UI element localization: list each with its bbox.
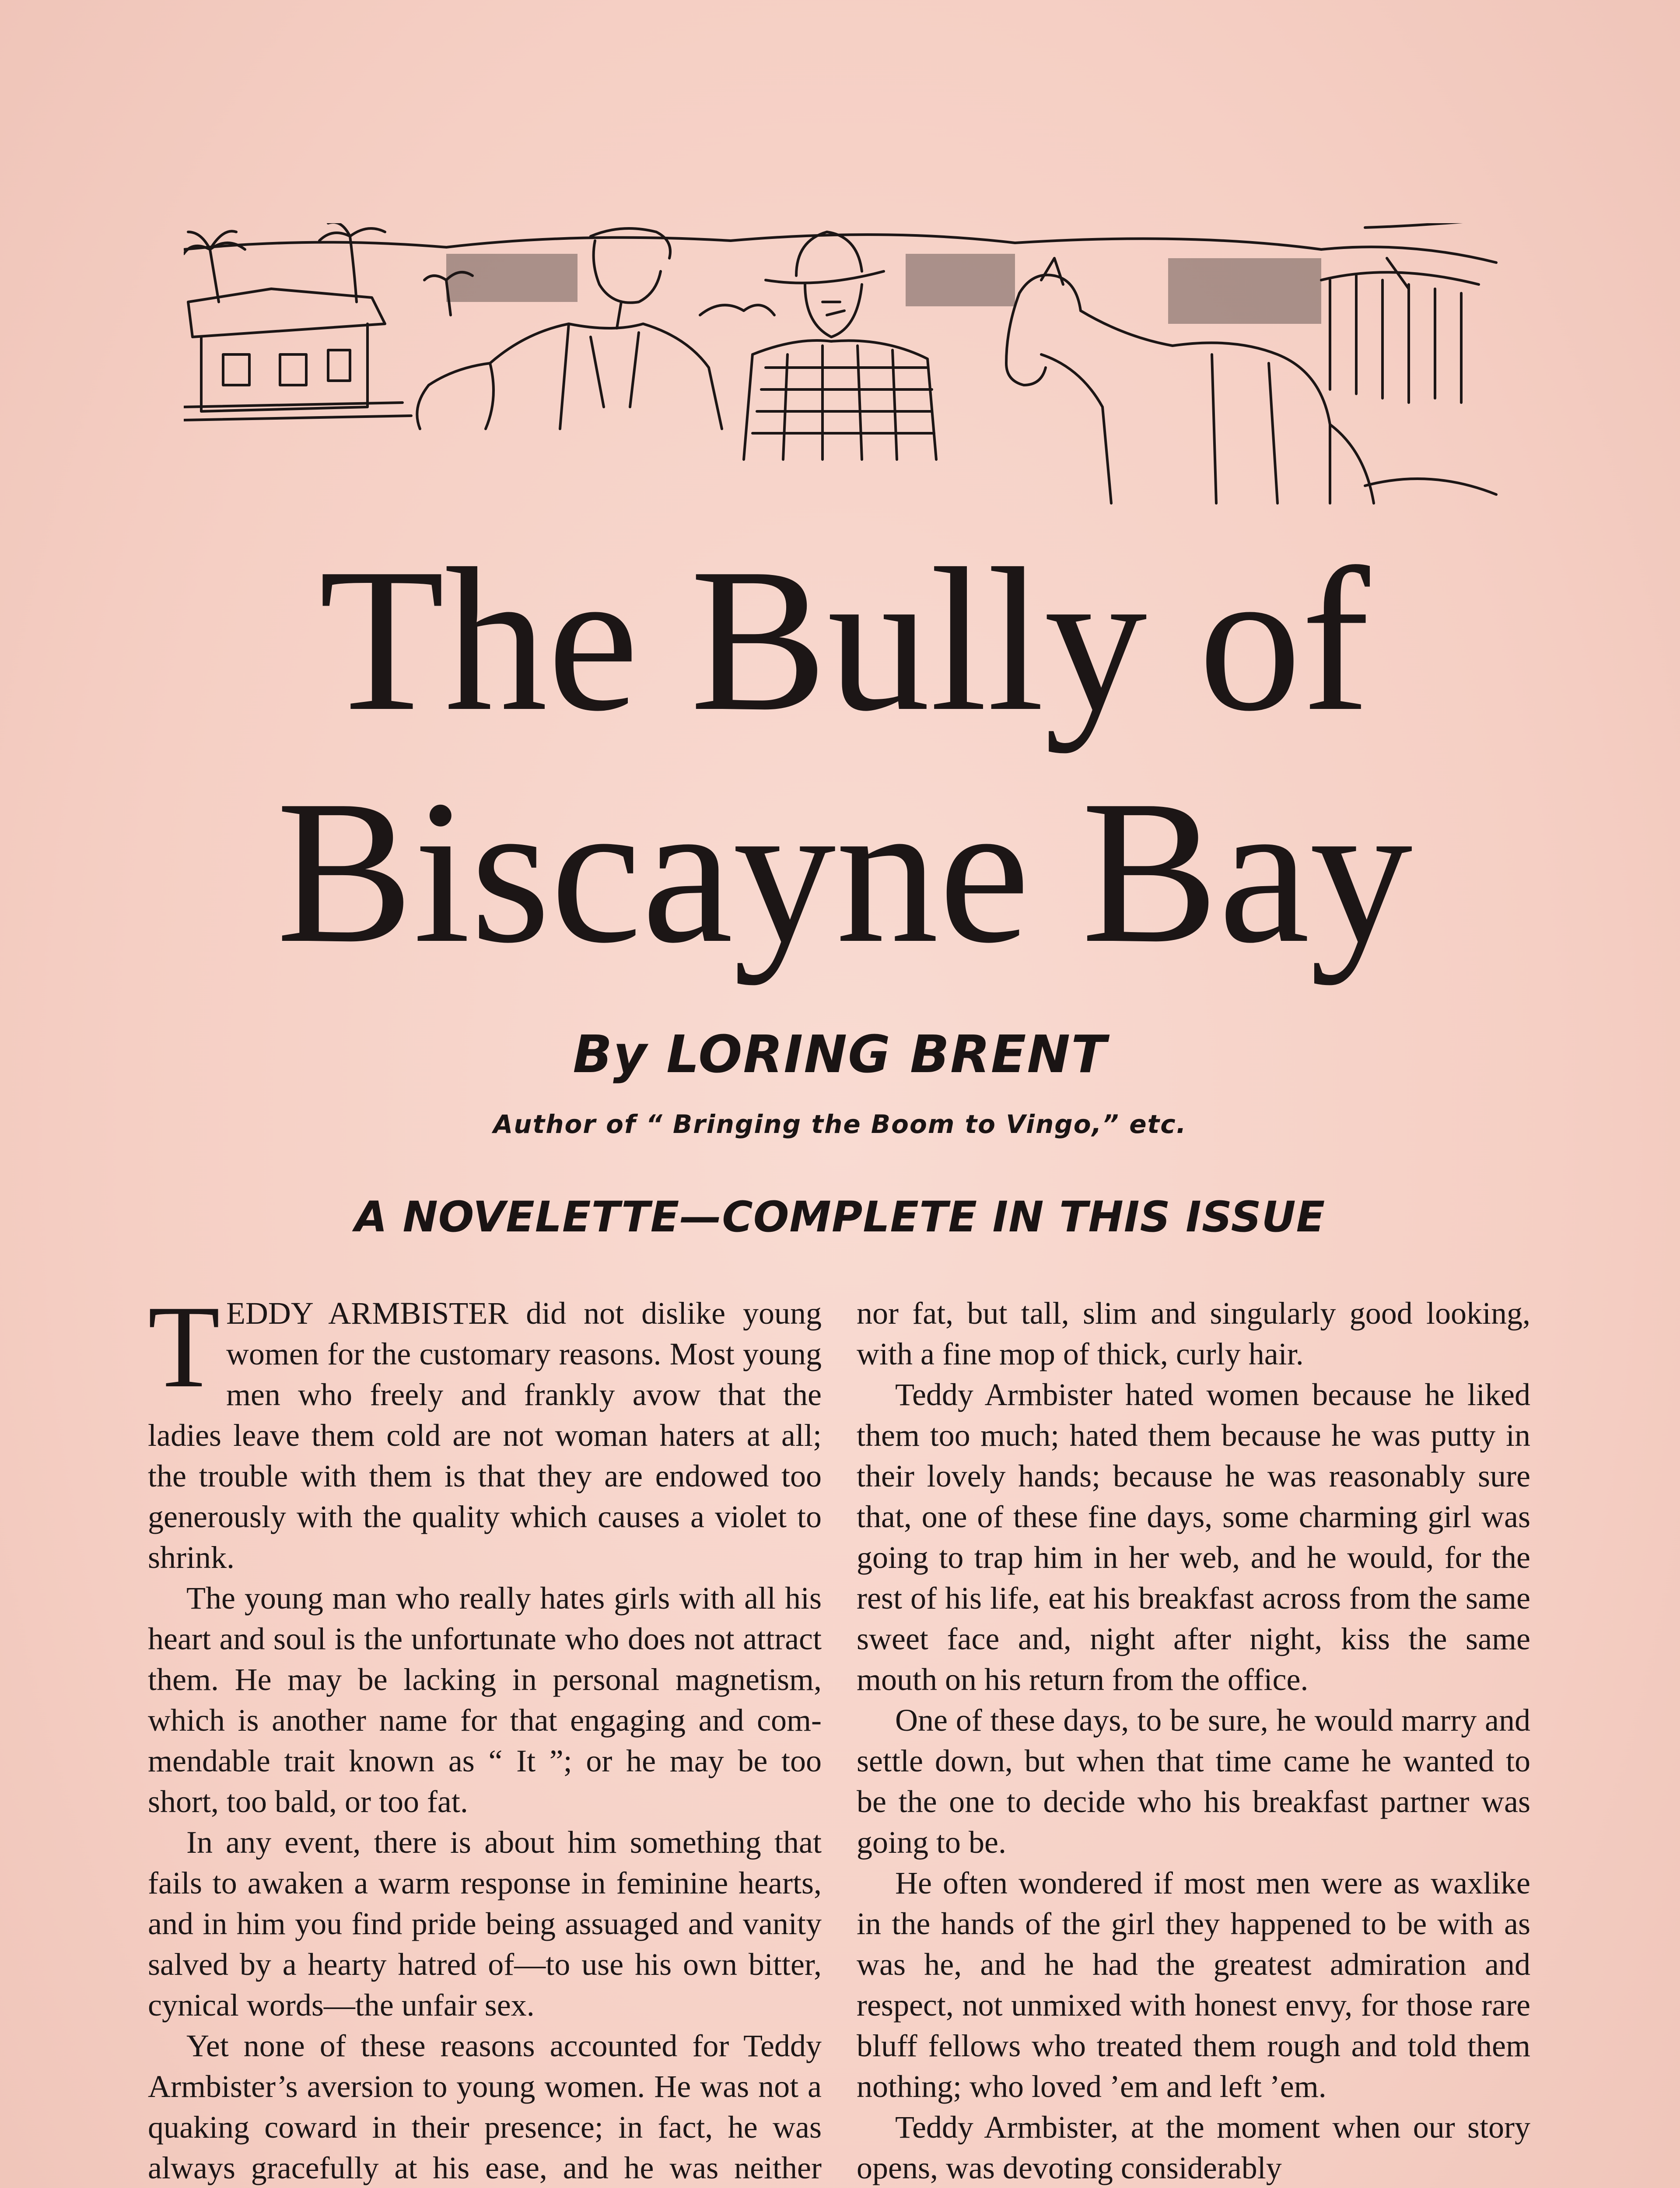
story-title (166, 503, 1522, 1020)
paragraph: The young man who really hates girls with all his heart and soul is the unfortunate who does not attract them. He may be lacking in personal magnetism, which is another name for that engaging and commendable trait known as “ It ”; or he may be too short, too bald, or too fat. (148, 1581, 822, 1819)
paragraph: nor fat, but tall, slim and singularly good looking, with a fine mop of thick, curly hair. (857, 1296, 1530, 1371)
left-column (148, 1281, 822, 2188)
novelette-subheading: A NOVELETTE—COMPLETE IN THIS ISSUE (354, 1192, 1326, 1241)
author-credit: Author of “ Bringing the Boom to Vingo,” etc. (493, 1109, 1187, 1139)
paragraph: One of these days, to be sure, he would marry and settle down, but when that time came he wanted to be the one to decide who his breakfast partner was going to be. (857, 1703, 1530, 1860)
title-line-2: Biscayne Bay (276, 757, 1413, 985)
right-column (857, 1293, 1530, 2188)
paragraph: Yet none of these reasons accounted for Teddy Armbister’s aversion to young women. He was not a quaking coward in their presence; in fact, he was always gracefully at his ease, and he was neither (148, 2028, 822, 2185)
paragraph: Teddy Armbister, at the moment when our story opens, was devoting considerably (857, 2110, 1530, 2185)
paragraph (148, 1281, 822, 1578)
author-byline: By LORING BRENT (573, 1024, 1107, 1084)
title-line-1: The Bully of (319, 526, 1370, 754)
drop-cap: T (148, 1281, 220, 1412)
paragraph: He often wondered if most men were as waxlike in the hands of the girl they happened to be with as was he, and he had the greatest admiration and respect, not unmixed with honest envy, for those rare bluff fellows who treated them rough and told them nothing; who loved ’em and left ’em. (857, 1865, 1530, 2104)
paragraph-text: EDDY ARMBISTER did not dislike young women for the customary reasons. Most young men who freely and frankly avow that the ladies leave them cold are not woman haters at all; the trouble with them is that they are endowed too generously with the quality which causes a violet to shrink. (148, 1296, 822, 1575)
paragraph: Teddy Armbister hated women because he liked them too much; hated them because he was putty in their lovely hands; because he was reasonably sure that, one of these fine days, some charming girl was going to trap him in her web, and he would, for the rest of his life, eat his breakfast across from the same sweet face and, night after night, kiss the same mouth on his return from the office. (857, 1377, 1530, 1697)
paragraph: In any event, there is about him something that fails to awaken a warm response in feminine hearts, and in him you find pride being assuaged and vanity salved by a hearty hatred of—to use his own bitter, cynical words—the unfair sex. (148, 1825, 822, 2023)
